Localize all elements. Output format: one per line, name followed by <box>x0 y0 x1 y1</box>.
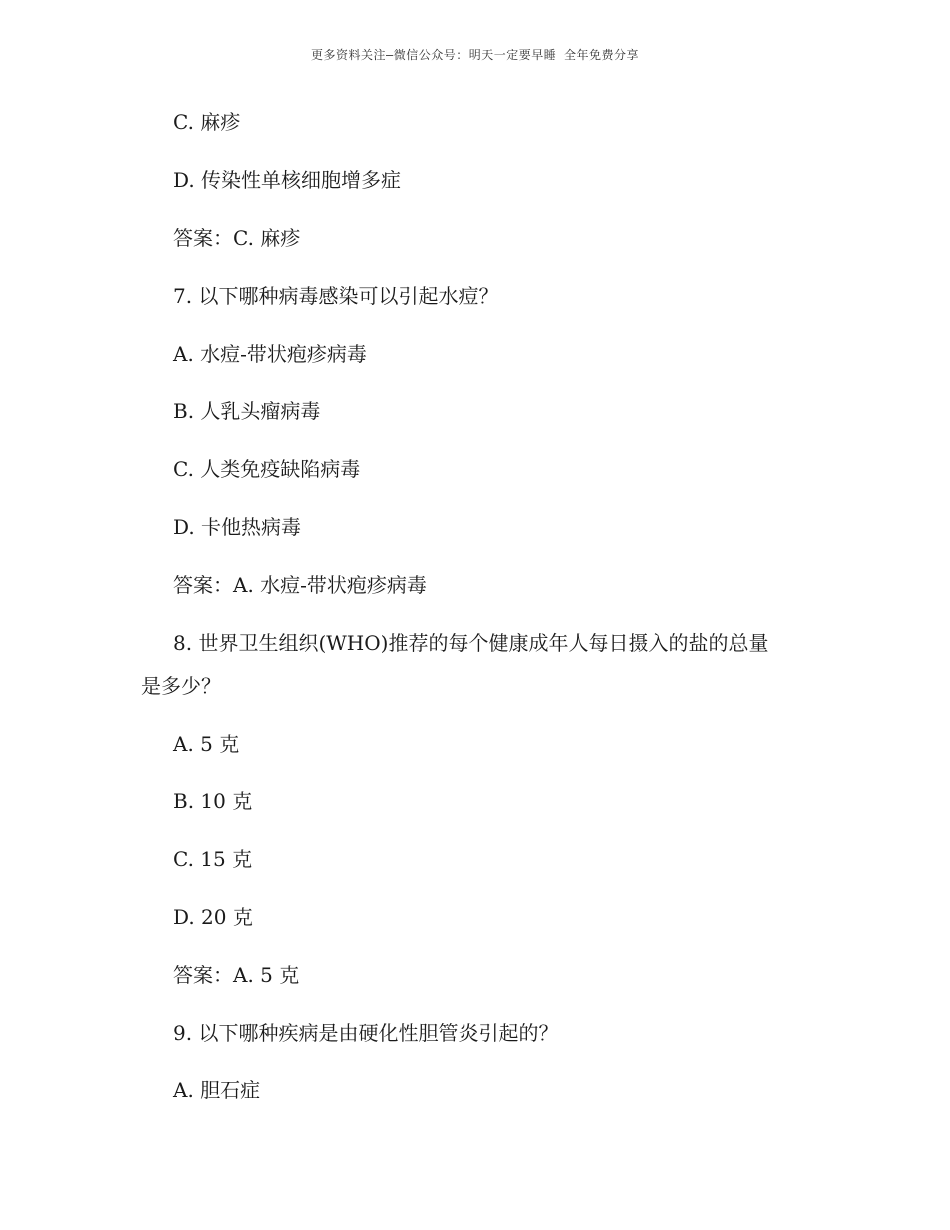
q8-answer: 答案：A. 5 克 <box>173 963 300 987</box>
q9-option-a: A. 胆石症 <box>173 1078 261 1102</box>
q6-option-c: C. 麻疹 <box>173 110 241 134</box>
q7-option-d: D. 卡他热病毒 <box>173 515 302 539</box>
q6-option-d: D. 传染性单核细胞增多症 <box>173 168 402 192</box>
q6-answer: 答案：C. 麻疹 <box>173 226 301 250</box>
q8-question-line1: 8. 世界卫生组织(WHO)推荐的每个健康成年人每日摄入的盐的总量 <box>173 631 769 655</box>
q8-question-line2: 是多少？ <box>141 674 221 698</box>
q7-option-b: B. 人乳头瘤病毒 <box>173 399 321 423</box>
q8-option-a: A. 5 克 <box>173 732 240 756</box>
page-header: 更多资料关注–微信公众号：明天一定要早睡 全年免费分享 <box>311 48 639 62</box>
q7-question: 7. 以下哪种病毒感染可以引起水痘？ <box>173 284 499 308</box>
q8-option-d: D. 20 克 <box>173 905 253 929</box>
q7-option-a: A. 水痘-带状疱疹病毒 <box>173 342 367 366</box>
q7-answer: 答案：A. 水痘-带状疱疹病毒 <box>173 573 427 597</box>
q7-option-c: C. 人类免疫缺陷病毒 <box>173 457 361 481</box>
q9-question: 9. 以下哪种疾病是由硬化性胆管炎引起的？ <box>173 1021 559 1045</box>
q8-option-b: B. 10 克 <box>173 789 253 813</box>
q8-option-c: C. 15 克 <box>173 847 253 871</box>
